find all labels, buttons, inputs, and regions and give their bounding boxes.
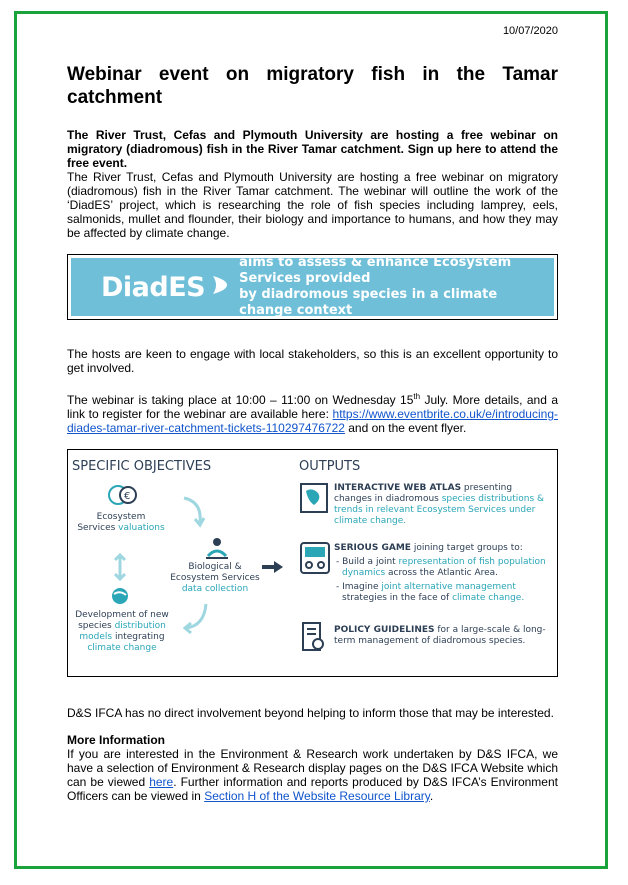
out2-text-d: representation of fish population dynamics [342, 557, 546, 578]
resource-library-link[interactable]: Section H of the Website Resource Library [204, 789, 430, 803]
out2-text-f: - Imagine [336, 582, 382, 592]
out2-text-h: strategies in the face of [342, 593, 453, 603]
globe-icon [106, 586, 134, 611]
outputs-heading: OUTPUTS [299, 459, 361, 474]
dev-text-b: species [78, 621, 115, 631]
diver-icon [204, 536, 230, 565]
cycle-arrow-icon-vertical [114, 553, 126, 586]
arrow-right-icon [262, 560, 284, 579]
out2-text-c: - Build a joint [336, 557, 399, 567]
webinar-text-a: The webinar is taking place at 10:00 – 11:00 on Wednesday 15 [67, 393, 414, 407]
cycle-arrow-icon-lower [180, 600, 210, 639]
svg-text:€: € [124, 491, 131, 502]
diades-logo: DiadES [101, 271, 206, 303]
eco-text-c: valuations [118, 523, 165, 533]
webinar-paragraph [67, 390, 558, 435]
out1-text-c: species distributions & trends in relevant Ecosystem Services under climate change. [334, 494, 545, 526]
more-info-text-c: . [429, 789, 434, 803]
map-icon [300, 483, 328, 518]
out1-text-b: presenting changes in diadromous [334, 483, 513, 504]
output-serious-game [334, 543, 552, 604]
objectives-graphic [67, 449, 558, 677]
out3-text-a: POLICY GUIDELINES [334, 625, 435, 635]
dev-text-d: models [79, 632, 113, 642]
webinar-text-b: July. More details, and a link to register for the webinar are available here: [67, 393, 558, 421]
dev-text-a: Development of new [75, 610, 169, 620]
out2-text-i: climate change. [452, 593, 525, 603]
more-info-heading: More Information [67, 733, 165, 747]
eco-services-label [76, 512, 166, 534]
coins-icon [106, 484, 140, 511]
eventbrite-link[interactable]: https://www.eventbrite.co.uk/e/introducing-diades-tamar-river-catchment-tickets-110297476722 [67, 407, 558, 435]
more-info-text-b: . Further information and reports produced by D&S IFCA’s Environment Officers can be viewed in [67, 775, 558, 803]
involvement-paragraph: D&S IFCA has no direct involvement beyond helping to inform those that may be interested. [67, 706, 554, 720]
hosts-paragraph: The hosts are keen to engage with local stakeholders, so this is an excellent opportunity to get involved. [67, 347, 558, 375]
eco-text-b: Services [77, 523, 119, 533]
output-web-atlas [334, 483, 552, 527]
intro-body: The River Trust, Cefas and Plymouth University are hosting a free webinar on migratory (diadromous) fish in the River Tamar catchment. The webinar will outline the work of the ‘DiadES’ project, which is researching the role of fish species including lamprey, eels, salmonids, mullet and flounder, their biology and importance to humans, and how they may be affected by climate change. [67, 170, 558, 240]
output-policy-guidelines [334, 625, 552, 647]
dev-models-label [72, 610, 172, 654]
out1-text-a: INTERACTIVE WEB ATLAS [334, 483, 462, 493]
document-date: 10/07/2020 [502, 25, 558, 37]
out2-text-b: joining target groups to: [410, 543, 523, 553]
out3-text-b: for a large-scale & long-term management of diadromous species. [334, 625, 546, 646]
bio-text-c: data collection [181, 584, 249, 594]
dev-text-e: integrating [112, 632, 165, 642]
webinar-text-c: and on the event flyer. [344, 421, 467, 435]
banner-line-1: aims to assess & enhance Ecosystem Services provided [239, 255, 512, 286]
fish-icon [211, 274, 229, 301]
dev-text-c: distribution [114, 621, 166, 631]
diades-banner [67, 254, 558, 320]
cycle-arrow-icon [180, 494, 206, 533]
dev-text-f: climate change [87, 643, 157, 653]
intro-summary: The River Trust, Cefas and Plymouth University are hosting a free webinar on migratory (diadromous) fish in the River Tamar catchment. Sign up here to attend the free event. [67, 128, 558, 170]
document-seal-icon [300, 620, 326, 659]
page-title: Webinar event on migratory fish in the Tamar catchment [67, 64, 558, 108]
webinar-sup: th [413, 392, 421, 401]
more-info-text-a: If you are interested in the Environment & Research work undertaken by D&S IFCA, we have a selection of Environment & Research display pages on the D&S IFCA Website which can be viewed [67, 747, 558, 789]
bio-data-label [160, 562, 270, 595]
more-info-paragraph [67, 747, 558, 803]
objectives-heading: SPECIFIC OBJECTIVES [72, 459, 212, 474]
here-link[interactable]: here [149, 775, 174, 789]
game-console-icon [300, 542, 330, 579]
out2-text-a: SERIOUS GAME [334, 543, 411, 553]
bio-text-a: Biological & [188, 562, 242, 572]
out2-text-e: across the Atlantic Area. [385, 568, 499, 578]
out2-text-g: joint alternative management [381, 582, 516, 592]
bio-text-b: Ecosystem Services [170, 573, 260, 583]
banner-line-2: by diadromous species in a climate change context [239, 287, 498, 318]
eco-text-a: Ecosystem [96, 512, 146, 522]
